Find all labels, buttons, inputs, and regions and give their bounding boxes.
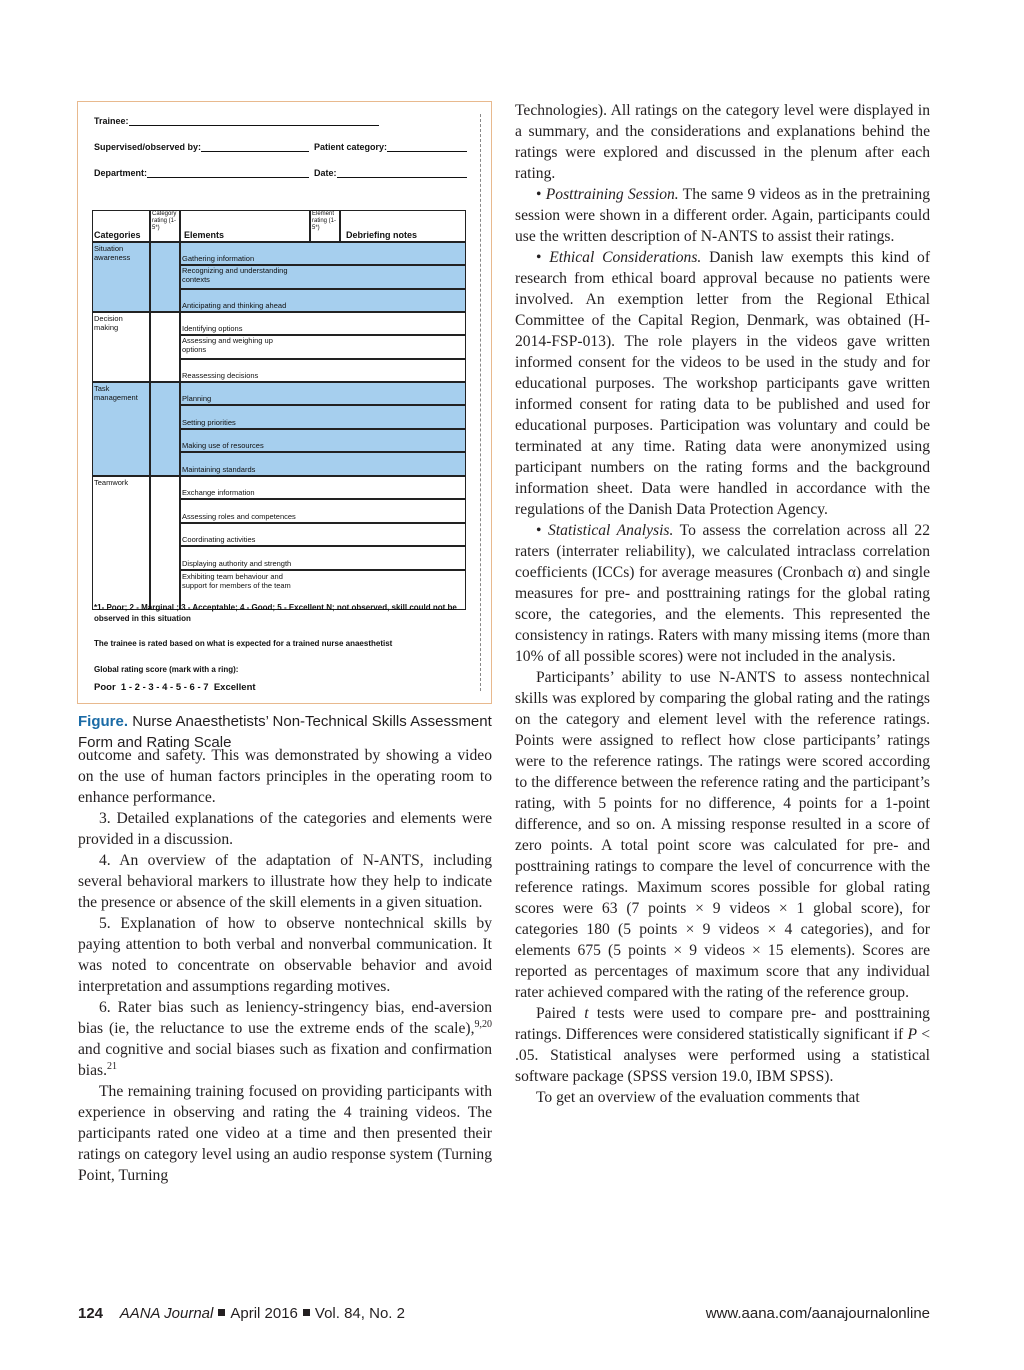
trainee-field <box>94 116 379 126</box>
paragraph: Participants’ ability to use N-ANTS to assess nontechnical skills was explored by comparing the global rating and the ratings on the category and element level with the reference ratings. Points were assigned to reflect how close participants’ ratings were to the reference ratings. The ratings were scored according to the difference between the reference rating and the participant’s rating, with 5 points for no difference, 4 points for a 1-point difference, and so on. A missing response resulted in a score of zero points. A total point score was calculated for pre- and posttraining ratings to compare the level of concurrence with the reference ratings. Maximum scores possible for global rating scores were 63 (7 points × 9 videos × 1 global score), for categories 180 (5 points × 9 videos × 4 categories), and for elements 675 (5 points × 9 videos × 15 elements). Scores are reported as percentages of maximum score that any individual rater achieved compared with the rating of the reference group. <box>515 669 930 1001</box>
department-label: Department: <box>94 168 148 178</box>
element-exhibiting-team-behaviour: Exhibiting team behaviour and support for members of the team <box>182 572 291 590</box>
col-category-rating: Category rating (1-5*) <box>152 211 177 231</box>
list-item-4: 4. An overview of the adaptation of N-ANTS, including several behavioral markers to illustrate how they help to indicate the presence or absence of the skill elements in a given situation. <box>78 852 492 911</box>
element-maintaining-standards: Maintaining standards <box>182 465 256 474</box>
element-making-use-of-resources: Making use of resources <box>182 441 264 450</box>
separator-square <box>218 1309 225 1316</box>
statistical-analysis-paragraph: • Statistical Analysis. To assess the correlation across all 22 raters (interrater reliability), we calculated intraclass correlation coefficients (ICCs) for average measures (Cronbach α) and single measures for pre- and posttraining ratings for the global rating score, the categories, and the elements. This represented the consistency in ratings. Raters with many missing items (more than 10% of all possible scores) were not included in the analysis. <box>515 522 931 665</box>
col-debriefing: Debriefing notes <box>346 230 418 240</box>
journal-name: AANA Journal <box>119 1305 214 1322</box>
section-heading: Posttraining Session. <box>545 186 679 203</box>
assessment-form <box>78 102 491 703</box>
list-item-6: 6. Rater bias such as leniency-stringency bias, end-aversion bias (ie, the reluctance to use the extreme ends of the scale),$^{9,20}$ and cognitive and social biases such as fixation and confirmation bias.$^{21}$ <box>78 999 492 1079</box>
category-task-management: Task management <box>94 384 138 402</box>
scan-edge-line <box>480 114 481 691</box>
section-heading: Ethical Considerations. <box>549 249 702 266</box>
element-assessing-options: Assessing and weighing up options <box>182 336 273 354</box>
department-field <box>94 168 309 178</box>
volume: Vol. 84, No. 2 <box>314 1305 405 1322</box>
left-column <box>78 745 492 1186</box>
trainee-label: Trainee: <box>94 116 129 126</box>
scale-note: *1- Poor; 2 - Marginal ; 3 - Acceptable; 4 - Good; 5 - Excellent N; not observed, skill could not be observed in this situation <box>94 603 457 623</box>
date-label: Date: <box>314 168 337 178</box>
list-item-5: 5. Explanation of how to observe nontechnical skills by paying attention to both verbal and nonverbal communication. It was noted to concentrate on observable behavior and avoid interpretation and assumptions regarding motives. <box>78 915 492 995</box>
element-displaying-authority: Displaying authority and strength <box>182 559 292 568</box>
paragraph: The remaining training focused on providing participants with experience in observing and rating the 4 training videos. The participants rated one video at a time and then presented their ratings on category level using an audio response system (Turning Point, Turning <box>78 1083 492 1184</box>
page-footer <box>78 1305 930 1327</box>
col-element-rating: Element rating (1-5*) <box>312 211 337 231</box>
patient-category-field <box>314 142 467 152</box>
element-reassessing-decisions: Reassessing decisions <box>182 371 259 380</box>
supervised-label: Supervised/observed by: <box>94 142 202 152</box>
issue-date: April 2016 <box>230 1305 298 1322</box>
paragraph: To get an overview of the evaluation comments that <box>536 1089 860 1106</box>
category-decision-making: Decision making <box>94 314 123 332</box>
element-recognizing-contexts: Recognizing and understanding contexts <box>182 266 288 284</box>
paragraph: Paired t tests were used to compare pre- and posttraining ratings. Differences were considered statistically significant if P < .05. Statistical analyses were performed using a statistical software package (SPSS version 19.0, IBM SPSS). <box>515 1005 930 1085</box>
posttraining-session-paragraph: • Posttraining Session. The same 9 videos as in the pretraining session were shown in a different order. Again, participants could use the written description of N-ANTS to assist their ratings. <box>515 186 930 245</box>
col-elements: Elements <box>184 230 225 240</box>
citation: 9,20 <box>474 1018 492 1030</box>
element-anticipating: Anticipating and thinking ahead <box>182 301 287 310</box>
figure-image <box>77 101 492 704</box>
right-column <box>515 100 930 1108</box>
separator-square <box>303 1309 310 1316</box>
category-situation-awareness: Situation awareness <box>94 244 131 262</box>
ethical-considerations-paragraph: • Ethical Considerations. Danish law exempts this kind of research from ethical board approval because no patients were involved. An exemption letter from the Regional Ethical Committee of the Capital Region, Denmark, was obtained (H-2014-FSP-013). The role players in the videos gave written informed consent for the videos to be used in the study and for educational purposes. The workshop participants gave written informed consent for rating data to be published and used for educational purposes. Participation was voluntary and could be terminated at any time. Rating data were anonymized using participant numbers on the rating forms and the background information sheet. Data were handled in accordance with the regulations of the Danish Data Protection Agency. <box>515 249 931 518</box>
element-gathering-information: Gathering information <box>182 254 255 263</box>
element-setting-priorities: Setting priorities <box>182 418 236 427</box>
rating-table <box>92 210 466 610</box>
element-assessing-roles: Assessing roles and competences <box>182 512 296 521</box>
element-planning: Planning <box>182 394 212 403</box>
journal-url[interactable]: www.aana.com/aanajournalonline <box>705 1305 930 1322</box>
element-coordinating-activities: Coordinating activities <box>182 535 256 544</box>
element-identifying-options: Identifying options <box>182 324 243 333</box>
global-rating-scale: Poor 1 - 2 - 3 - 4 - 5 - 6 - 7 Excellent <box>94 682 256 693</box>
citation: 21 <box>107 1060 118 1072</box>
list-item-3: 3. Detailed explanations of the categories and elements were provided in a discussion. <box>78 810 492 848</box>
basis-note: The trainee is rated based on what is expected for a trained nurse anaesthetist <box>94 639 393 648</box>
figure-caption-text: Nurse Anaesthetists’ Non-Technical Skills Assessment Form and Rating Scale <box>78 713 492 751</box>
category-teamwork: Teamwork <box>94 478 129 487</box>
element-exchange-information: Exchange information <box>182 488 255 497</box>
page-number: 124 <box>78 1305 104 1322</box>
paragraph: Technologies). All ratings on the category level were displayed in a summary, and the considerations and explanations behind the ratings were explored and discussed in the plenum after each rating. <box>515 102 930 182</box>
paragraph: outcome and safety. This was demonstrated by showing a video on the use of human factors principles in the operating room to enhance performance. <box>78 747 492 806</box>
patient-category-label: Patient category: <box>314 142 388 152</box>
figure-caption-label: Figure. <box>78 713 129 730</box>
date-field <box>314 168 467 178</box>
global-rating-label: Global rating score (mark with a ring): <box>94 665 239 674</box>
supervised-field <box>94 142 309 152</box>
col-categories: Categories <box>94 230 141 240</box>
section-heading: Statistical Analysis. <box>548 522 674 539</box>
